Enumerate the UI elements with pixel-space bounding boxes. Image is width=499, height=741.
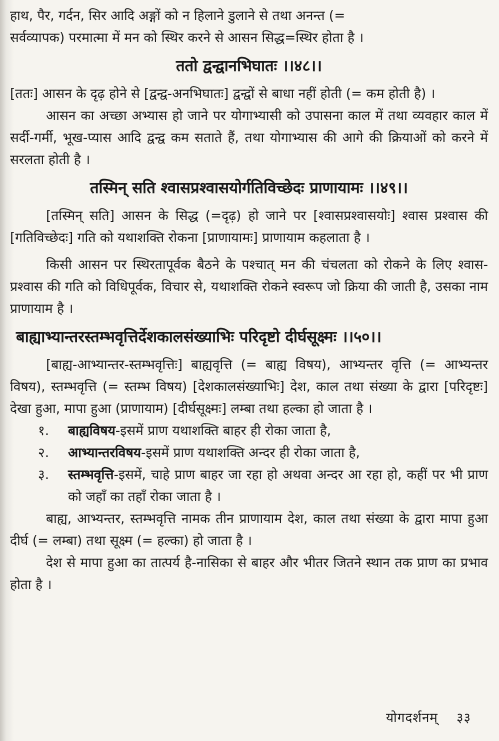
list-number: १. — [38, 424, 50, 439]
intro-line-2: सर्वव्यापक) परमात्मा में मन को स्थिर करने से आसन सिद्ध=स्थिर होता है । — [10, 31, 364, 46]
list-item-2 — [38, 443, 488, 465]
pranayama-types-list — [10, 421, 488, 509]
list-text: -इसमें प्राण यथाशक्ति अन्दर ही रोका जाता है, — [141, 446, 360, 461]
list-item-1 — [38, 421, 488, 443]
text-column — [10, 6, 488, 597]
sutra-50: बाह्याभ्यान्तरस्तम्भवृत्तिर्देशकालसंख्याभिः परिदृष्टो दीर्घसूक्ष्मः ।।५०।। — [16, 328, 382, 346]
page-footer — [386, 708, 471, 726]
list-text: -इसमें प्राण यथाशक्ति बाहर ही रोका जाता है, — [115, 424, 332, 439]
list-term: स्तम्भवृत्ति — [68, 468, 114, 483]
page-number: ३३ — [456, 711, 471, 726]
commentary-49-word-meaning: [तस्मिन् सति] आसन के सिद्ध (=दृढ़) हो जाने पर [श्वासप्रश्वासयोः] श्वास प्रश्वास की [गतिविच्छेदः] गति को यथाशक्ति रोकना [प्राणायामः] प्राणायाम कहलाता है । — [10, 209, 488, 246]
list-number: ३. — [38, 468, 50, 483]
commentary-48-word-meaning: [ततः] आसन के दृढ़ होने से [द्वन्द्व-अनभिघातः] द्वन्द्वों से बाधा नहीं होती (= कम होती है) । — [10, 87, 436, 102]
list-term: बाह्यविषय — [68, 424, 116, 439]
commentary-50-desh-explanation: देश से मापा हुआ का तात्पर्य है-नासिका से बाहर और भीतर जितने स्थान तक प्राण का प्रभाव होता है । — [10, 556, 488, 593]
list-text: -इसमें, चाहे प्राण बाहर जा रहा हो अथवा अन्दर आ रहा हो, कहीं पर भी प्राण को जहाँ का तहाँ रोका जाता है । — [68, 468, 488, 505]
list-number: २. — [38, 446, 50, 461]
list-term: आभ्यान्तरविषय — [68, 446, 142, 461]
commentary-50-summary: बाह्य, आभ्यन्तर, स्तम्भवृत्ति नामक तीन प्राणायाम देश, काल तथा संख्या के द्वारा मापा हुआ दीर्घ (= लम्बा) तथा सूक्ष्म (= हल्का) हो जाता है । — [10, 512, 488, 549]
intro-line-1: हाथ, पैर, गर्दन, सिर आदि अङ्गों को न हिलाने डुलाने से तथा अनन्त (= — [10, 9, 346, 24]
commentary-48-explanation: आसन का अच्छा अभ्यास हो जाने पर योगाभ्यासी को उपासना काल में तथा व्यवहार काल में सर्दी-गर्मी, भूख-प्यास आदि द्वन्द्व कम सताते हैं, तथा योगाभ्यास की आगे की क्रियाओं को करने में सरलता होती है । — [10, 109, 488, 168]
sutra-49: तस्मिन् सति श्वासप्रश्वासयोर्गतिविच्छेदः प्राणायामः ।।४९।। — [89, 179, 409, 197]
commentary-49-explanation: किसी आसन पर स्थिरतापूर्वक बैठने के पश्चात् मन की चंचलता को रोकने के लिए श्वास-प्रश्वास की गति को विधिपूर्वक, विचार से, यथाशक्ति रोकने स्वरूप जो क्रिया की जाती है, उसका नाम प्राणायाम है । — [10, 258, 488, 317]
commentary-50-word-meaning: [बाह्य-आभ्यान्तर-स्तम्भवृत्तिः] बाह्यवृत्ति (= बाह्य विषय), आभ्यन्तर वृत्ति (= आभ्यन्तर विषय), स्तम्भवृत्ति (= स्तम्भ विषय) [देशकालसंख्याभिः] देश, काल तथा संख्या के द्वारा [परिदृष्टः] देखा हुआ, मापा हुआ (प्राणायाम) [दीर्घसूक्ष्मः] लम्बा तथा हल्का हो जाता है । — [10, 358, 488, 417]
sutra-48: ततो द्वन्द्वानभिघातः ।।४८।। — [175, 57, 323, 75]
list-item-3 — [38, 465, 488, 509]
book-title: योगदर्शनम् — [385, 711, 438, 726]
